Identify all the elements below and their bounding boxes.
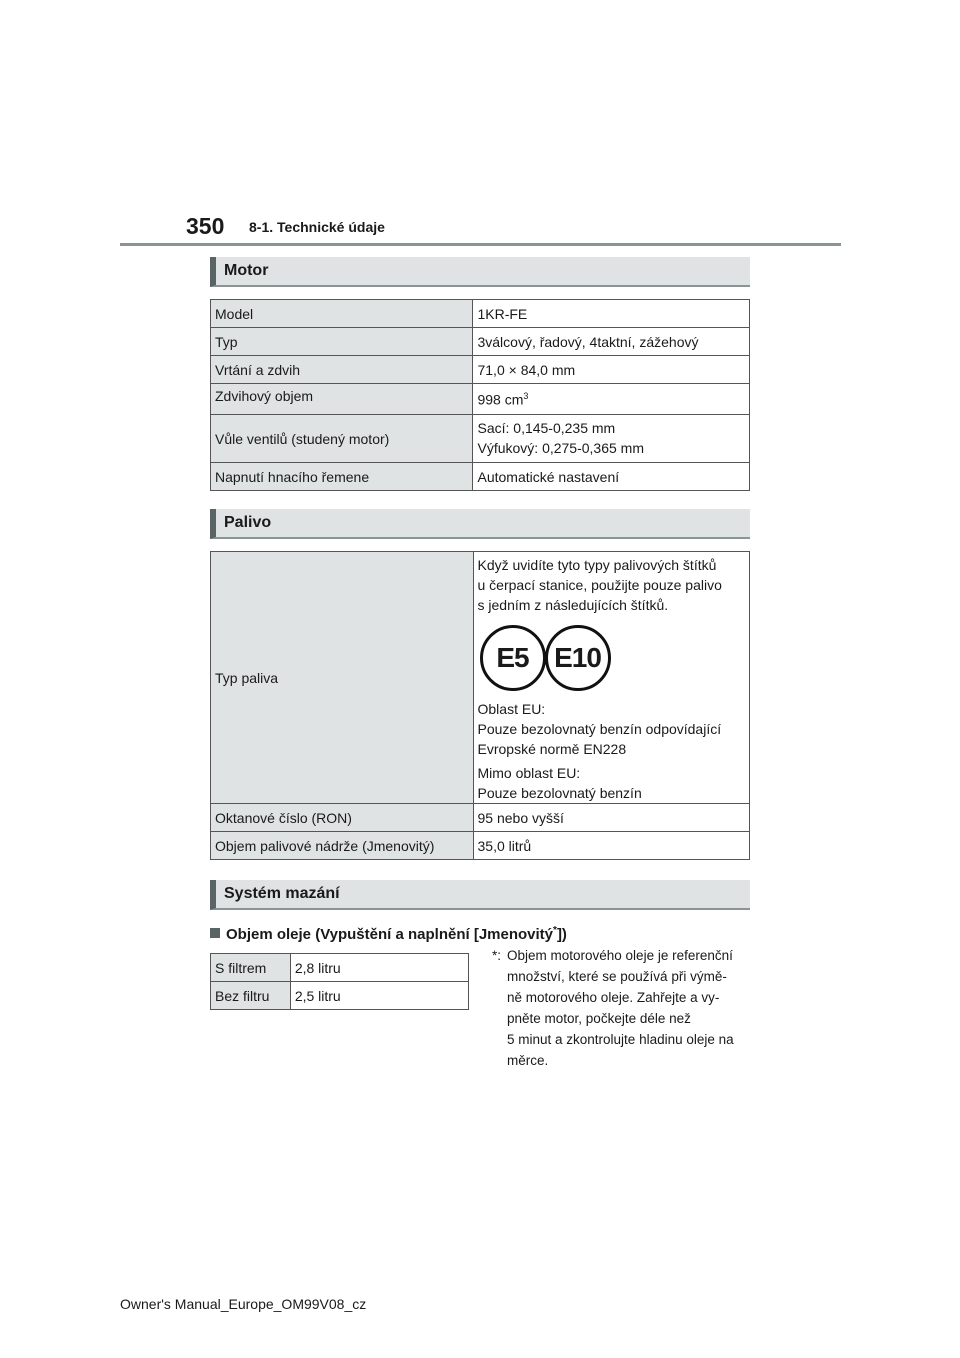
- spec-key: Oktanové číslo (RON): [211, 804, 474, 832]
- spec-key: Zdvihový objem: [211, 384, 473, 415]
- oil-capacity-table: [210, 953, 469, 1010]
- spec-value: [473, 384, 750, 415]
- table-row: [211, 328, 750, 356]
- oil-heading-text: Objem oleje (Vypuštění a naplnění [Jmenovitý: [226, 926, 554, 943]
- spec-value: 2,5 litru: [290, 982, 468, 1010]
- motor-spec-table: [210, 299, 750, 491]
- spec-key: Napnutí hnacího řemene: [211, 463, 473, 491]
- spec-value: [473, 415, 750, 463]
- footnote-line: 5 minut a zkontrolujte hladinu oleje na: [507, 1032, 734, 1047]
- fuel-badge-e5: E5: [480, 625, 546, 691]
- valve-intake: Sací: 0,145-0,235 mm: [477, 420, 616, 436]
- spec-value: 95 nebo vyšší: [473, 804, 750, 832]
- spec-value: 71,0 × 84,0 mm: [473, 356, 750, 384]
- oil-heading-asterisk: *: [553, 925, 557, 936]
- fuel-spec-table: [210, 551, 750, 860]
- oil-heading-end: ]): [556, 926, 567, 943]
- spec-key: Model: [211, 300, 473, 328]
- oil-capacity-heading: [210, 925, 567, 943]
- eu-text: Evropské normě EN228: [477, 741, 627, 757]
- table-row: [211, 356, 750, 384]
- fuel-section-title: Palivo: [210, 509, 750, 539]
- footnote-mark: *:: [492, 948, 502, 963]
- displacement-value: 998 cm: [477, 391, 524, 408]
- table-row: [211, 463, 750, 491]
- displacement-unit-superscript: 3: [523, 390, 529, 401]
- spec-key: Typ: [211, 328, 473, 356]
- non-eu-text: Pouze bezolovnatý benzín: [477, 785, 642, 801]
- table-row: [211, 832, 750, 860]
- spec-value: Automatické nastavení: [473, 463, 750, 491]
- spec-key: Objem palivové nádrže (Jmenovitý): [211, 832, 474, 860]
- fuel-label-badges: [478, 625, 746, 697]
- eu-text: Pouze bezolovnatý benzín odpovídající: [477, 721, 722, 737]
- non-eu-heading: Mimo oblast EU:: [477, 765, 581, 781]
- fuel-intro-line: Když uvidíte tyto typy palivových štítků: [477, 557, 717, 573]
- table-row: [211, 804, 750, 832]
- header-divider: [120, 243, 841, 246]
- spec-key: Typ paliva: [211, 552, 474, 804]
- spec-key: S filtrem: [211, 954, 291, 982]
- spec-key: Bez filtru: [211, 982, 291, 1010]
- footnote-line: množství, které se používá při výmě-: [507, 969, 727, 984]
- footnote-line: pněte motor, počkejte déle než: [507, 1011, 691, 1026]
- table-row: [211, 954, 469, 982]
- table-row: [211, 384, 750, 415]
- eu-heading: Oblast EU:: [477, 701, 546, 717]
- spec-value: 3válcový, řadový, 4taktní, zážehový: [473, 328, 750, 356]
- motor-section-title: Motor: [210, 257, 750, 287]
- page-number: 350: [186, 213, 225, 239]
- footnote-line: Objem motorového oleje je referenční: [507, 948, 733, 963]
- spec-value: 2,8 litru: [290, 954, 468, 982]
- table-row: [211, 552, 750, 804]
- spec-key: Vůle ventilů (studený motor): [211, 415, 473, 463]
- footnote-line: měrce.: [507, 1053, 549, 1068]
- lubrication-section-title: Systém mazání: [210, 880, 750, 910]
- fuel-intro-line: s jedním z následujících štítků.: [477, 597, 669, 613]
- footnote-line: ně motorového oleje. Zahřejte a vy-: [507, 990, 720, 1005]
- spec-key: Vrtání a zdvih: [211, 356, 473, 384]
- square-bullet-icon: [210, 928, 220, 938]
- fuel-intro-line: u čerpací stanice, použijte pouze palivo: [477, 577, 722, 593]
- oil-footnote: [492, 945, 750, 1071]
- spec-value: [473, 552, 750, 804]
- page-footer: Owner's Manual_Europe_OM99V08_cz: [120, 1296, 367, 1312]
- valve-exhaust: Výfukový: 0,275-0,365 mm: [477, 440, 645, 456]
- section-header: 8-1. Technické údaje: [249, 219, 385, 235]
- spec-value: 1KR-FE: [473, 300, 750, 328]
- table-row: [211, 300, 750, 328]
- table-row: [211, 415, 750, 463]
- spec-value: 35,0 litrů: [473, 832, 750, 860]
- table-row: [211, 982, 469, 1010]
- fuel-badge-e10: E10: [545, 625, 611, 691]
